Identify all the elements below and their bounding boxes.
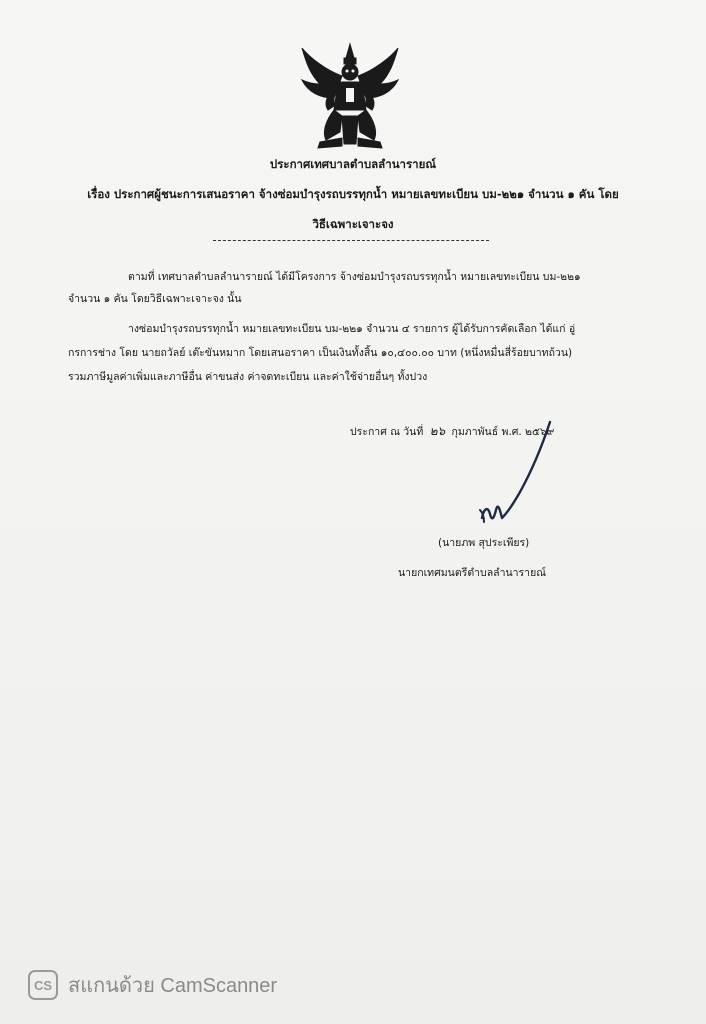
body-line: จำนวน ๑ คัน โดยวิธีเฉพาะเจาะจง นั้น	[68, 293, 242, 305]
date-month-year: กุมภาพันธ์ พ.ศ. ๒๕๖๙	[451, 426, 555, 438]
signer-name: (นายภพ สุประเพียร)	[438, 537, 530, 549]
divider	[213, 240, 489, 241]
handwritten-signature-icon	[470, 418, 570, 538]
body-line: ตามที่ เทศบาลตำบลลำนารายณ์ ได้มีโครงการ จ้างซ่อมบำรุงรถบรรทุกน้ำ หมายเลขทะเบียน บม-๒๒๑	[128, 271, 581, 283]
watermark-text: สแกนด้วย CamScanner	[68, 975, 278, 997]
body-line: รวมภาษีมูลค่าเพิ่มและภาษีอื่น ค่าขนส่ง ค่าจดทะเบียน และค่าใช้จ่ายอื่นๆ ทั้งปวง	[68, 371, 428, 383]
announcement-subject-continued: วิธีเฉพาะเจาะจง	[312, 217, 394, 231]
date-day: ๒๖	[429, 424, 446, 438]
garuda-emblem-icon	[296, 40, 404, 150]
camscanner-logo-icon: CS	[28, 970, 58, 1000]
body-line: างซ่อมบำรุงรถบรรทุกน้ำ หมายเลขทะเบียน บม-๒๒๑ จำนวน ๔ รายการ ผู้ได้รับการคัดเลือก ได้แก่ อู่	[128, 323, 576, 335]
date-prefix: ประกาศ ณ วันที่	[350, 426, 424, 438]
body-line: กรการช่าง โดย นายถวัลย์ เต๊ะขันหมาก โดยเสนอราคา เป็นเงินทั้งสิ้น ๑๐,๔๐๐.๐๐ บาท (หนึ่งหมื่นสี่ร้อยบาทถ้วน)	[68, 347, 573, 359]
announcement-subject: เรื่อง ประกาศผู้ชนะการเสนอราคา จ้างซ่อมบำรุงรถบรรทุกน้ำ หมายเลขทะเบียน บม-๒๒๑ จำนวน ๑ คัน โดย	[87, 187, 619, 201]
announcement-organization: ประกาศเทศบาลตำบลลำนารายณ์	[269, 157, 437, 171]
camscanner-watermark	[28, 968, 277, 1002]
signer-title: นายกเทศมนตรีตำบลลำนารายณ์	[398, 567, 546, 579]
